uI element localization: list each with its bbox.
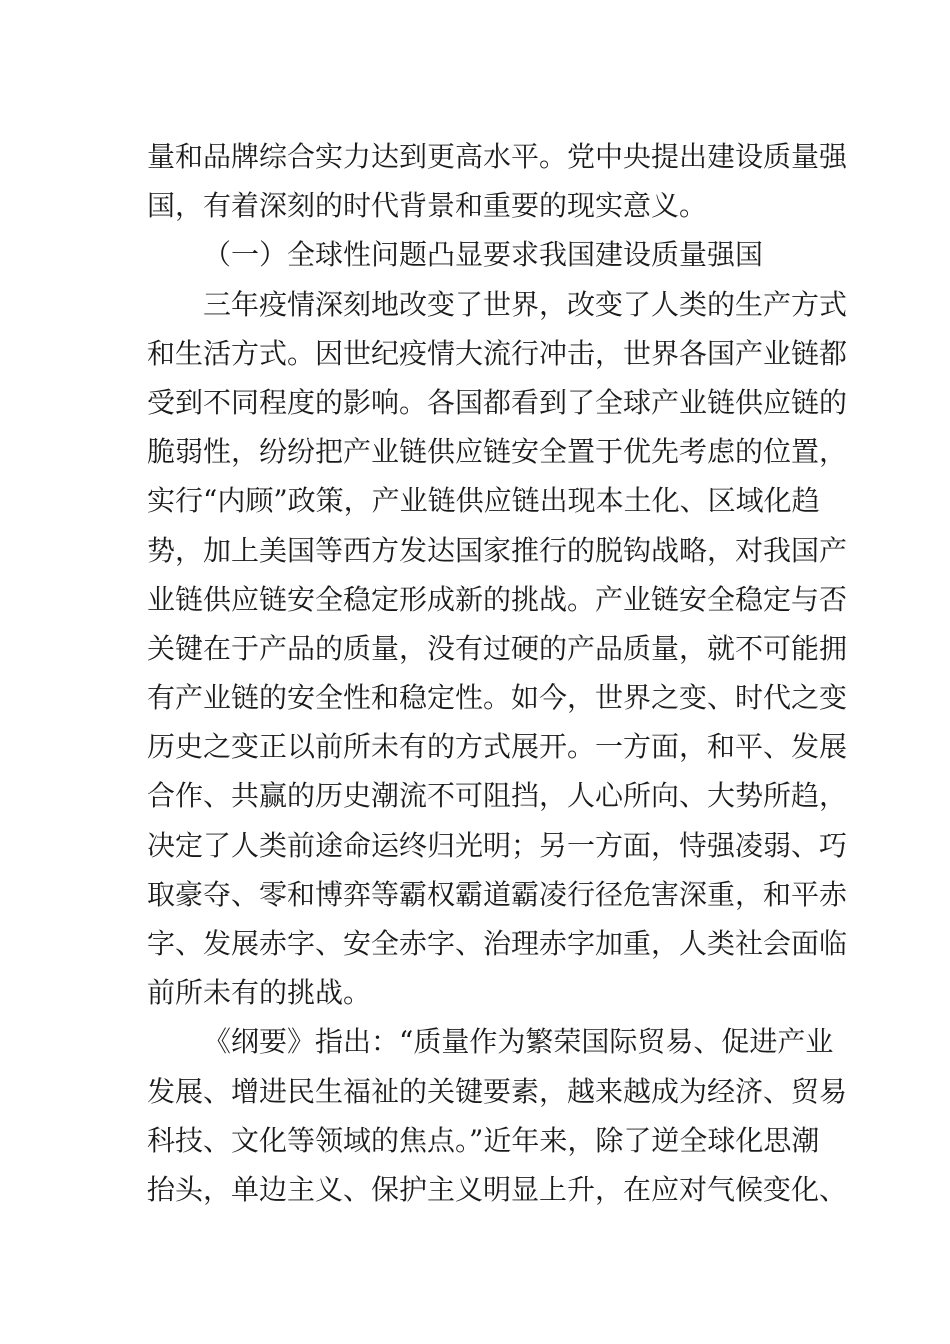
paragraph-line: 三年疫情深刻地改变了世界，改变了人类的生产方式: [203, 287, 848, 321]
paragraph-line: 和生活方式。因世纪疫情大流行冲击，世界各国产业链都: [147, 336, 848, 370]
paragraph-line: 取豪夺、零和博弈等霸权霸道霸凌行径危害深重，和平赤: [147, 877, 848, 911]
paragraph-line: 关键在于产品的质量，没有过硬的产品质量，就不可能拥: [147, 631, 848, 665]
paragraph-line: 历史之变正以前所未有的方式展开。一方面，和平、发展: [147, 730, 848, 764]
section-heading: （一）全球性问题凸显要求我国建设质量强国: [203, 238, 764, 272]
paragraph-line: 量和品牌综合实力达到更高水平。党中央提出建设质量强: [147, 140, 848, 173]
paragraph-line: 合作、共赢的历史潮流不可阻挡，人心所向、大势所趋，: [147, 779, 848, 813]
paragraph-line: 受到不同程度的影响。各国都看到了全球产业链供应链的: [147, 385, 848, 419]
paragraph-line: 业链供应链安全稳定形成新的挑战。产业链安全稳定与否: [147, 582, 848, 616]
paragraph-line: 抬头，单边主义、保护主义明显上升，在应对气候变化、: [147, 1172, 848, 1206]
paragraph-line: 科技、文化等领域的焦点。”近年来，除了逆全球化思潮: [147, 1123, 820, 1157]
paragraph-line: 实行“内顾”政策，产业链供应链出现本土化、区域化趋: [147, 484, 820, 518]
paragraph-line: 字、发展赤字、安全赤字、治理赤字加重，人类社会面临: [147, 927, 848, 960]
paragraph-line: 国，有着深刻的时代背景和重要的现实意义。: [147, 189, 708, 223]
paragraph-line: 有产业链的安全性和稳定性。如今，世界之变、时代之变: [147, 681, 848, 715]
paragraph-line: 脆弱性，纷纷把产业链供应链安全置于优先考虑的位置，: [147, 435, 848, 469]
paragraph-line: 发展、增进民生福祉的关键要素，越来越成为经济、贸易: [147, 1074, 848, 1108]
paragraph-line: 势，加上美国等西方发达国家推行的脱钩战略，对我国产: [147, 533, 848, 567]
paragraph-line: 前所未有的挑战。: [147, 976, 372, 1010]
document-body: [147, 132, 848, 1214]
paragraph-line: 《纲要》指出：“质量作为繁荣国际贸易、促进产业: [203, 1025, 834, 1059]
paragraph-line: 决定了人类前途命运终归光明；另一方面，恃强凌弱、巧: [147, 828, 848, 862]
